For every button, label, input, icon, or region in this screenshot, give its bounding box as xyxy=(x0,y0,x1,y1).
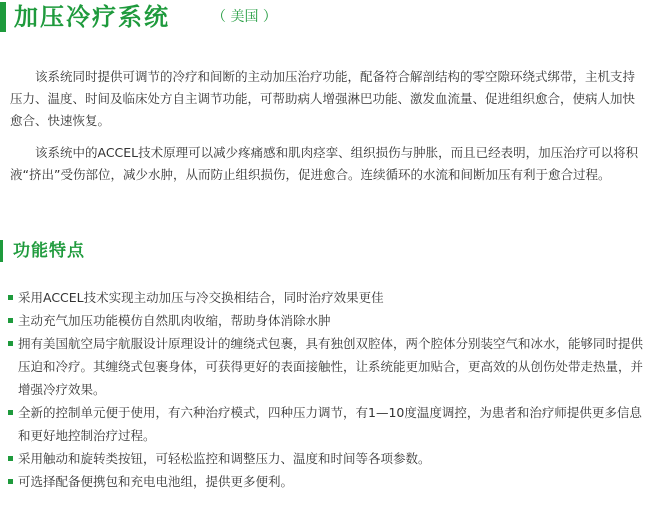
origin-label: （ 美国 ） xyxy=(212,9,277,25)
feature-item xyxy=(8,470,648,493)
feature-text: 主动充气加压功能模仿自然肌肉收缩，帮助身体消除水肿 xyxy=(18,313,331,328)
feature-text: 拥有美国航空局宇航服设计原理设计的缠绕式包裹，具有独创双腔体，两个腔体分别装空气和冰水，能够同时提供压迫和冷疗。其缠绕式包裹身体，可获得更好的表面接触性，让系统能更加贴合，更高效的从创伤处带走热量，并增强冷疗效果。 xyxy=(18,336,644,397)
feature-text: 采用触动和旋转类按钮，可轻松监控和调整压力、温度和时间等各项参数。 xyxy=(18,451,431,466)
features-section-header xyxy=(0,240,85,262)
features-title: 功能特点 xyxy=(13,241,85,261)
features-list xyxy=(8,286,648,493)
feature-item xyxy=(8,332,648,401)
feature-text: 全新的控制单元便于使用，有六种治疗模式，四种压力调节，有1—10度温度调控，为患者和治疗师提供更多信息和更好地控制治疗过程。 xyxy=(18,405,642,443)
section-accent-bar xyxy=(0,240,3,262)
feature-item xyxy=(8,309,648,332)
bullet-icon xyxy=(8,410,13,415)
feature-text: 可选择配备便携包和充电电池组，提供更多便利。 xyxy=(18,474,294,489)
bullet-icon xyxy=(8,295,13,300)
feature-item xyxy=(8,286,648,309)
intro-paragraph-2: 该系统中的ACCEL技术原理可以减少疼痛感和肌肉痉挛、组织损伤与肿胀，而且已经表明，加压治疗可以将积液“挤出”受伤部位，减少水肿，从而防止组织损伤，促进愈合。连续循环的水流和间断加压有利于愈合过程。 xyxy=(10,145,639,182)
feature-item xyxy=(8,447,648,470)
bullet-icon xyxy=(8,456,13,461)
page-header xyxy=(0,2,277,32)
feature-text: 采用ACCEL技术实现主动加压与冷交换相结合，同时治疗效果更佳 xyxy=(18,290,384,305)
intro-paragraph-1: 该系统同时提供可调节的冷疗和间断的主动加压治疗功能，配备符合解剖结构的零空隙环绕式绑带，主机支持压力、温度、时间及临床处方自主调节功能，可帮助病人增强淋巴功能、激发血流量、促进组织愈合，使病人加快愈合、快速恢复。 xyxy=(10,69,636,128)
page-title: 加压冷疗系统 xyxy=(14,3,170,31)
bullet-icon xyxy=(8,479,13,484)
header-accent-bar xyxy=(0,2,6,32)
feature-item xyxy=(8,401,648,447)
bullet-icon xyxy=(8,341,13,346)
bullet-icon xyxy=(8,318,13,323)
